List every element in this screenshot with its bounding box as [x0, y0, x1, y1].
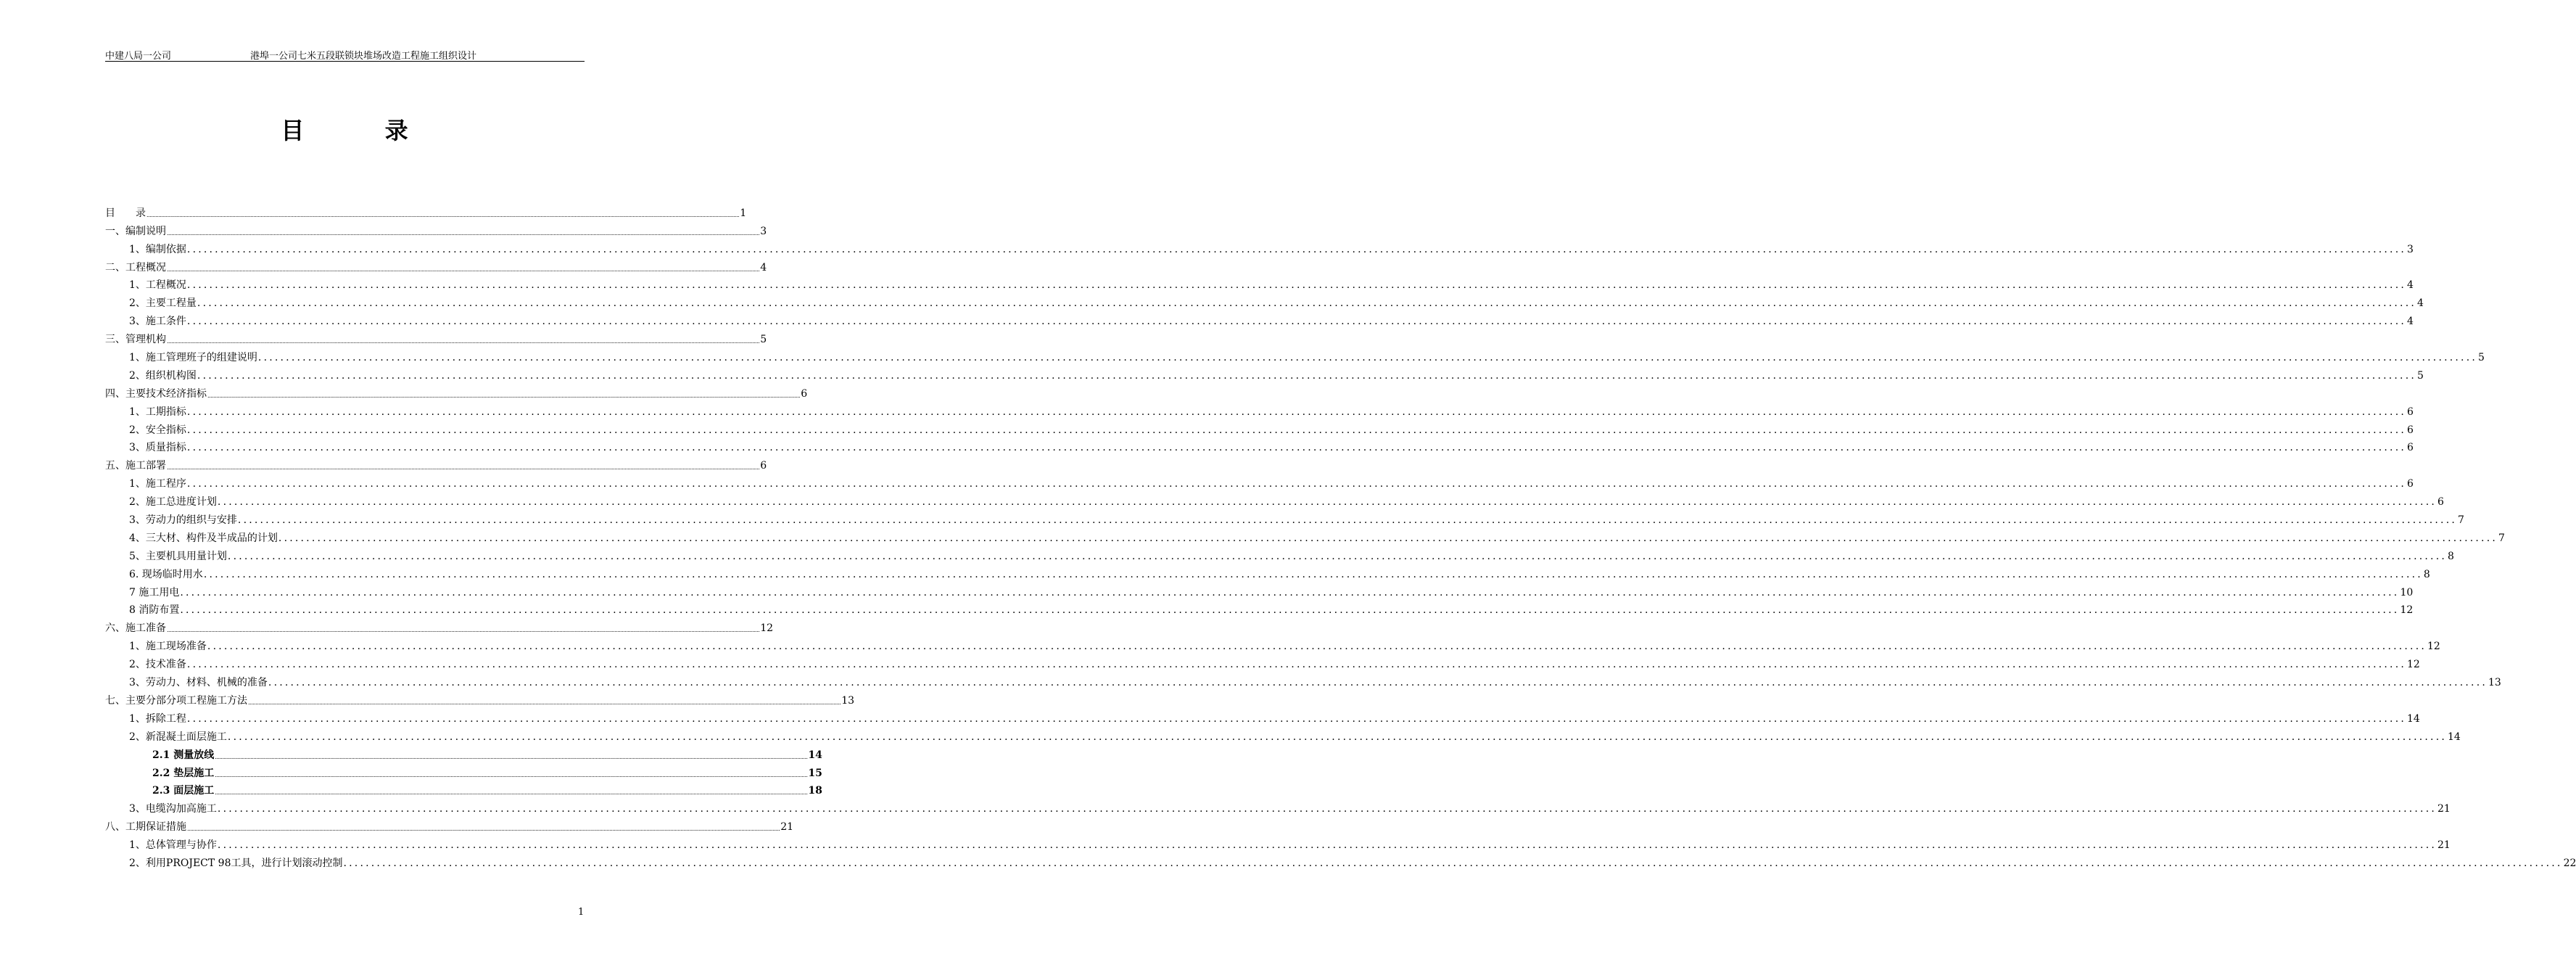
toc-entry-page: 13	[841, 694, 855, 707]
toc-entry[interactable]	[105, 454, 767, 472]
toc-leader-dots: ................................................................................................................................................................................................................................................................................................................................................................................................................	[278, 532, 2498, 544]
toc-entry-page: 1	[740, 207, 747, 219]
toc-leader-dots: ................................................................................................................................................................................................................................................................................................................................................................................................................	[227, 550, 2447, 562]
toc-entry-label: 八、工期保证措施	[105, 821, 186, 834]
toc-leader-dots: ................................................................................................................................................................................................................................................................................................................................................................................................................	[257, 352, 2477, 364]
toc-entry-page: 5	[2417, 369, 2424, 382]
toc-entry-label: 目 录	[105, 207, 146, 219]
toc-entry[interactable]	[105, 527, 2505, 545]
toc-entry[interactable]	[105, 490, 2444, 509]
header-company: 中建八局一公司	[105, 51, 172, 62]
toc-leader-dots: ................................................................................................................................................................................................................................................................................................................................................................................................................	[203, 568, 2423, 580]
toc-entry[interactable]	[105, 328, 767, 346]
toc-entry-page: 18	[808, 785, 822, 797]
toc-entry-page: 6	[2407, 442, 2414, 454]
toc-entry[interactable]	[105, 617, 774, 635]
toc-entry-page: 5	[2478, 352, 2485, 364]
toc-entry-page: 6	[2407, 406, 2414, 418]
toc-entry-label: 8 消防布置	[129, 604, 180, 617]
toc-entry[interactable]	[105, 364, 2424, 382]
toc-entry[interactable]	[105, 744, 822, 762]
toc-entry[interactable]	[105, 202, 747, 220]
toc-entry[interactable]	[105, 653, 2420, 671]
toc-entry-page: 21	[2437, 839, 2451, 852]
toc-entry-label: 2、利用PROJECT 98工具，进行计划滚动控制	[129, 857, 343, 869]
toc-leader-dots: ................................................................................................................................................................................................................................................................................................................................................................................................................	[167, 338, 760, 345]
toc-entry-label: 3、电缆沟加高施工	[129, 803, 217, 815]
toc-leader-dots: ................................................................................................................................................................................................................................................................................................................................................................................................................	[207, 392, 801, 399]
toc-entry-page: 12	[2427, 641, 2440, 653]
toc-entry-page: 6	[2437, 496, 2444, 509]
toc-entry[interactable]	[105, 382, 808, 400]
toc-entry-label: 1、施工现场准备	[129, 641, 207, 653]
toc-entry-page: 3	[2407, 243, 2414, 255]
toc-entry[interactable]	[105, 292, 2424, 310]
toc-leader-dots: ................................................................................................................................................................................................................................................................................................................................................................................................................	[268, 677, 2488, 689]
toc-entry[interactable]	[105, 599, 2414, 617]
toc-entry[interactable]	[105, 509, 2464, 527]
toc-entry-label: 六、施工准备	[105, 622, 166, 635]
toc-entry-label: 2、安全指标	[129, 424, 186, 436]
toc-entry-page: 13	[2488, 677, 2501, 689]
toc-entry-label: 2、主要工程量	[129, 297, 197, 310]
toc-entry-label: 2.3 面层施工	[152, 785, 215, 797]
toc-leader-dots: ................................................................................................................................................................................................................................................................................................................................................................................................................	[180, 604, 2400, 617]
toc-entry[interactable]	[105, 689, 855, 707]
toc-entry[interactable]	[105, 346, 2485, 364]
toc-entry-page: 8	[2423, 568, 2430, 580]
toc-entry-page: 4	[2407, 316, 2414, 328]
toc-entry-page: 15	[808, 767, 822, 779]
toc-entry[interactable]	[105, 852, 2576, 870]
toc-leader-dots: ................................................................................................................................................................................................................................................................................................................................................................................................................	[227, 731, 2447, 743]
toc-entry-page: 6	[2407, 478, 2414, 490]
toc-leader-dots: ................................................................................................................................................................................................................................................................................................................................................................................................................	[186, 712, 2406, 725]
toc-entry-label: 2、组织机构图	[129, 369, 197, 382]
toc-entry[interactable]	[105, 815, 794, 834]
toc-entry-page: 14	[2448, 731, 2461, 743]
toc-entry-label: 2.2 垫层施工	[152, 767, 215, 779]
toc-entry-page: 7	[2458, 514, 2464, 527]
toc-entry[interactable]	[105, 437, 2414, 455]
toc-entry-label: 3、劳动力的组织与安排	[129, 514, 237, 527]
toc-leader-dots: ................................................................................................................................................................................................................................................................................................................................................................................................................	[217, 803, 2437, 815]
toc-entry-label: 四、主要技术经济指标	[105, 387, 207, 400]
toc-leader-dots: ................................................................................................................................................................................................................................................................................................................................................................................................................	[167, 229, 760, 236]
toc-entry[interactable]	[105, 400, 2414, 419]
toc-entry[interactable]	[105, 472, 2414, 490]
toc-entry-page: 14	[808, 749, 822, 761]
toc-leader-dots: ................................................................................................................................................................................................................................................................................................................................................................................................................	[207, 641, 2427, 653]
toc-entry[interactable]	[105, 238, 2414, 256]
toc-entry-label: 1、拆除工程	[129, 712, 186, 725]
toc-entry[interactable]	[105, 581, 2414, 599]
toc-entry[interactable]	[105, 310, 2414, 328]
toc-leader-dots: ................................................................................................................................................................................................................................................................................................................................................................................................................	[186, 316, 2406, 328]
toc-leader-dots: ................................................................................................................................................................................................................................................................................................................................................................................................................	[186, 406, 2406, 418]
toc-entry-label: 5、主要机具用量计划	[129, 550, 227, 562]
toc-entry-label: 三、管理机构	[105, 334, 166, 346]
toc-leader-dots: ................................................................................................................................................................................................................................................................................................................................................................................................................	[215, 771, 808, 778]
toc-entry-page: 12	[2407, 659, 2420, 671]
toc-leader-dots: ................................................................................................................................................................................................................................................................................................................................................................................................................	[167, 464, 760, 472]
toc-entry[interactable]	[105, 256, 767, 274]
toc-leader-dots: ................................................................................................................................................................................................................................................................................................................................................................................................................	[187, 826, 780, 833]
toc-entry-page: 6	[801, 387, 808, 400]
toc-entry-label: 3、劳动力、材料、机械的准备	[129, 677, 268, 689]
toc-leader-dots: ................................................................................................................................................................................................................................................................................................................................................................................................................	[186, 424, 2406, 436]
toc-leader-dots: ................................................................................................................................................................................................................................................................................................................................................................................................................	[186, 243, 2406, 255]
toc-leader-dots: ................................................................................................................................................................................................................................................................................................................................................................................................................	[180, 586, 2400, 598]
toc-entry-page: 6	[2407, 424, 2414, 436]
toc-entry[interactable]	[105, 563, 2430, 581]
page-number: 1	[578, 907, 585, 918]
toc-entry-label: 7 施工用电	[129, 586, 180, 598]
toc-entry-label: 1、工程概况	[129, 279, 186, 292]
toc-entry-page: 14	[2407, 712, 2420, 725]
toc-entry-label: 2、新混凝土面层施工	[129, 731, 227, 743]
toc-entry-label: 4、三大材、构件及半成品的计划	[129, 532, 278, 544]
toc-entry-page: 4	[2417, 297, 2424, 310]
toc-entry[interactable]	[105, 545, 2454, 563]
toc-entry-label: 1、施工管理班子的组建说明	[129, 352, 257, 364]
toc-entry-page: 4	[760, 261, 767, 273]
toc-entry-page: 6	[760, 460, 767, 472]
toc-entry[interactable]	[105, 274, 2414, 292]
toc-entry-label: 3、质量指标	[129, 442, 186, 454]
toc-leader-dots: ................................................................................................................................................................................................................................................................................................................................................................................................................	[146, 211, 740, 218]
toc-entry-page: 21	[2437, 803, 2451, 815]
toc-entry[interactable]	[105, 780, 822, 798]
toc-entry-page: 7	[2498, 532, 2505, 544]
toc-leader-dots: ................................................................................................................................................................................................................................................................................................................................................................................................................	[186, 442, 2406, 454]
toc-leader-dots: ................................................................................................................................................................................................................................................................................................................................................................................................................	[197, 369, 2416, 382]
toc-entry-page: 8	[2448, 550, 2454, 562]
toc-entry-label: 七、主要分部分项工程施工方法	[105, 694, 247, 707]
toc-entry-label: 2、技术准备	[129, 659, 186, 671]
toc-entry-page: 21	[780, 821, 794, 834]
toc-entry-page: 5	[760, 334, 767, 346]
toc-entry-label: 1、总体管理与协作	[129, 839, 217, 852]
toc-entry-label: 1、施工程序	[129, 478, 186, 490]
toc-entry-label: 2.1 测量放线	[152, 749, 215, 761]
toc-entry-page: 10	[2400, 586, 2414, 598]
page-title: 目 录	[281, 117, 445, 144]
page-header	[105, 46, 585, 62]
table-of-contents	[105, 202, 2576, 870]
toc-leader-dots: ................................................................................................................................................................................................................................................................................................................................................................................................................	[217, 839, 2437, 852]
toc-leader-dots: ................................................................................................................................................................................................................................................................................................................................................................................................................	[186, 478, 2406, 490]
toc-entry[interactable]	[105, 635, 2440, 653]
toc-leader-dots: ................................................................................................................................................................................................................................................................................................................................................................................................................	[215, 753, 808, 760]
toc-leader-dots: ................................................................................................................................................................................................................................................................................................................................................................................................................	[197, 297, 2416, 310]
toc-leader-dots: ................................................................................................................................................................................................................................................................................................................................................................................................................	[248, 699, 841, 706]
toc-entry[interactable]	[105, 707, 2420, 725]
toc-entry[interactable]	[105, 220, 767, 238]
toc-entry-page: 3	[760, 225, 767, 237]
toc-entry-page: 12	[2400, 604, 2414, 617]
toc-entry-label: 2、施工总进度计划	[129, 496, 217, 509]
toc-entry-page: 4	[2407, 279, 2414, 292]
toc-leader-dots: ................................................................................................................................................................................................................................................................................................................................................................................................................	[186, 659, 2406, 671]
toc-leader-dots: ................................................................................................................................................................................................................................................................................................................................................................................................................	[167, 266, 760, 273]
toc-leader-dots: ................................................................................................................................................................................................................................................................................................................................................................................................................	[237, 514, 2457, 527]
toc-entry-page: 22	[2563, 857, 2576, 869]
toc-leader-dots: ................................................................................................................................................................................................................................................................................................................................................................................................................	[215, 789, 808, 797]
toc-leader-dots: ................................................................................................................................................................................................................................................................................................................................................................................................................	[167, 627, 760, 634]
toc-entry[interactable]	[105, 725, 2461, 744]
toc-entry[interactable]	[105, 419, 2414, 437]
toc-entry[interactable]	[105, 671, 2501, 689]
toc-entry-label: 3、施工条件	[129, 316, 186, 328]
toc-entry-label: 6. 现场临时用水	[129, 568, 203, 580]
toc-entry[interactable]	[105, 762, 822, 780]
toc-entry-label: 五、施工部署	[105, 460, 166, 472]
toc-entry-label: 1、工期指标	[129, 406, 186, 418]
toc-entry[interactable]	[105, 797, 2451, 815]
toc-entry[interactable]	[105, 834, 2451, 852]
toc-leader-dots: ................................................................................................................................................................................................................................................................................................................................................................................................................	[217, 496, 2437, 509]
header-document-title: 港埠一公司七米五段联锁块堆场改造工程施工组织设计	[250, 51, 477, 62]
toc-entry-label: 1、编制依据	[129, 243, 186, 255]
toc-leader-dots: ................................................................................................................................................................................................................................................................................................................................................................................................................	[343, 857, 2563, 869]
toc-entry-page: 12	[760, 622, 774, 635]
toc-entry-label: 二、工程概况	[105, 261, 166, 273]
toc-leader-dots: ................................................................................................................................................................................................................................................................................................................................................................................................................	[186, 279, 2406, 292]
toc-entry-label: 一、编制说明	[105, 225, 166, 237]
